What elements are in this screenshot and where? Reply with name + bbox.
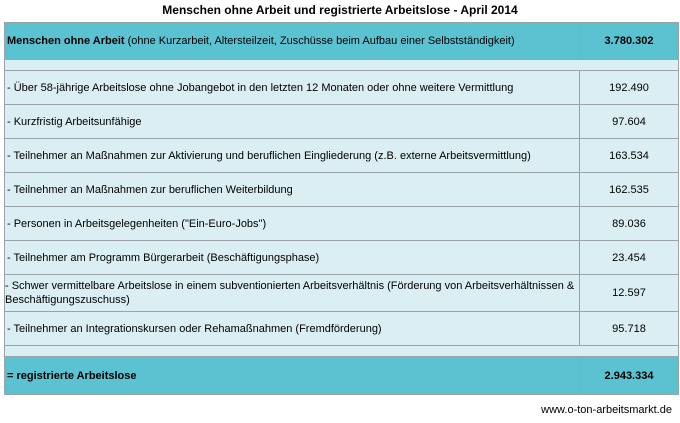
- source-url: www.o-ton-arbeitsmarkt.de: [541, 404, 672, 416]
- row-value: 95.718: [612, 322, 646, 335]
- table-row: [4, 312, 679, 346]
- table-title: Menschen ohne Arbeit und registrierte Arbeitslose - April 2014: [162, 3, 518, 17]
- row-label: - Teilnehmer am Programm Bürgerarbeit (Beschäftigungsphase): [5, 241, 580, 274]
- row-value: 163.534: [609, 149, 649, 162]
- total-row: [4, 357, 679, 395]
- table-row: [4, 173, 679, 207]
- header-row-value: 3.780.302: [604, 35, 654, 47]
- total-row-value: 2.943.334: [604, 369, 654, 382]
- table-row: [4, 275, 679, 312]
- row-value: 162.535: [609, 183, 649, 196]
- row-value: 12.597: [612, 287, 646, 299]
- row-value: 89.036: [612, 217, 646, 230]
- statistics-table: [4, 22, 679, 395]
- row-label: - Personen in Arbeitsgelegenheiten ("Ein-Euro-Jobs"): [5, 207, 580, 240]
- table-row: [4, 241, 679, 275]
- row-value: 23.454: [612, 251, 646, 264]
- spacer-row: [4, 346, 679, 357]
- table-row: [4, 139, 679, 173]
- spacer-row: [4, 60, 679, 71]
- header-row-label-rest: (ohne Kurzarbeit, Altersteilzeit, Zuschüsse beim Aufbau einer Selbstständigkeit): [124, 35, 515, 47]
- table-row: [4, 71, 679, 105]
- row-value: 192.490: [609, 81, 649, 94]
- row-label: - Über 58-jährige Arbeitslose ohne Jobangebot in den letzten 12 Monaten oder ohne weitere Vermittlung: [5, 71, 580, 104]
- row-label: - Teilnehmer an Maßnahmen zur beruflichen Weiterbildung: [5, 173, 580, 206]
- row-label: - Schwer vermittelbare Arbeitslose in einem subventionierten Arbeitsverhältnis (Förderung von Arbeitsverhältnissen & Beschäftigungszuschuss): [5, 275, 580, 311]
- table-row: [4, 105, 679, 139]
- header-row: [4, 23, 679, 60]
- row-label: - Teilnehmer an Integrationskursen oder Rehamaßnahmen (Fremdförderung): [5, 312, 580, 345]
- total-row-label: = registrierte Arbeitslose: [5, 357, 580, 394]
- row-label: - Kurzfristig Arbeitsunfähige: [5, 105, 580, 138]
- header-row-label-bold: Menschen ohne Arbeit: [7, 35, 125, 47]
- row-label: - Teilnehmer an Maßnahmen zur Aktivierung und beruflichen Eingliederung (z.B. externe Arbeitsvermittlung): [5, 139, 580, 172]
- row-value: 97.604: [612, 115, 646, 128]
- header-row-label: [5, 23, 580, 59]
- table-row: [4, 207, 679, 241]
